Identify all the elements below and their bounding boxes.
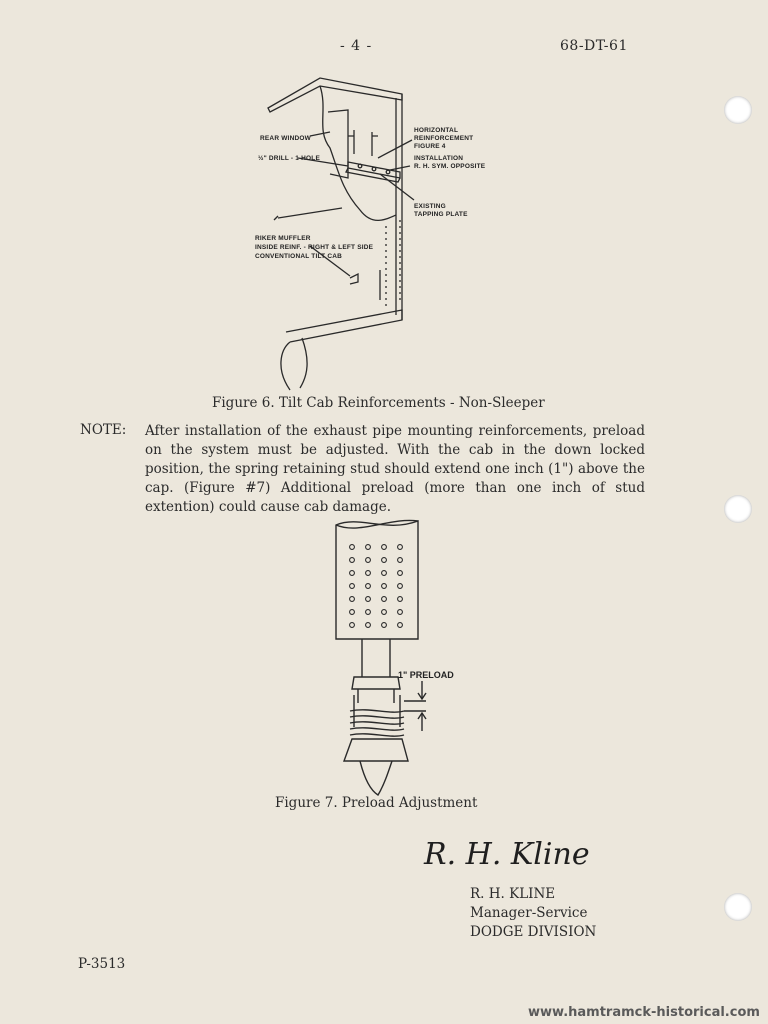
label-drill: ½" DRILL - 1 HOLE xyxy=(258,155,320,162)
binder-hole xyxy=(724,96,752,124)
label-rh-sym: R. H. SYM. OPPOSITE xyxy=(414,163,486,170)
label-tapping-plate: TAPPING PLATE xyxy=(414,211,468,218)
label-rear-window: REAR WINDOW xyxy=(260,135,311,142)
footer-code: P-3513 xyxy=(78,956,126,972)
watermark: www.hamtramck-historical.com xyxy=(528,1005,760,1020)
figure-7-caption: Figure 7. Preload Adjustment xyxy=(275,795,478,811)
signature-script: R. H. Kline xyxy=(424,837,590,872)
label-reinforcement: REINFORCEMENT xyxy=(414,135,474,142)
page-number: - 4 - xyxy=(340,38,373,54)
label-conventional-tilt-cab: CONVENTIONAL TILT CAB xyxy=(255,253,343,260)
binder-hole xyxy=(724,893,752,921)
handwritten-signature xyxy=(420,822,590,882)
document-id: 68-DT-61 xyxy=(560,38,628,54)
label-horizontal: HORIZONTAL xyxy=(414,127,459,134)
note-text: After installation of the exhaust pipe mounting reinforcements, preload on the system must be adjusted. With the cab in the down locked position, the spring retaining stud should extend one inch (1") above the cap. (Figure #7) Additional preload (more than one inch of stud extention) could cause cab damage. xyxy=(145,423,645,515)
binder-hole xyxy=(724,495,752,523)
figure-6-diagram xyxy=(250,70,510,392)
note-label: NOTE: xyxy=(80,422,127,438)
signer-division: DODGE DIVISION xyxy=(470,924,597,940)
label-installation: INSTALLATION xyxy=(414,155,464,162)
figure-6-caption: Figure 6. Tilt Cab Reinforcements - Non-Sleeper xyxy=(212,395,545,411)
label-inside-reinf: INSIDE REINF. - RIGHT & LEFT SIDE xyxy=(255,244,374,251)
label-existing: EXISTING xyxy=(414,203,446,210)
label-figure-4: FIGURE 4 xyxy=(414,143,446,150)
signer-name: R. H. KLINE xyxy=(470,886,556,902)
label-riker-muffler: RIKER MUFFLER xyxy=(255,235,311,242)
label-preload: 1" PRELOAD xyxy=(398,670,454,680)
signer-title: Manager-Service xyxy=(470,905,588,921)
figure-7-diagram xyxy=(330,515,480,800)
